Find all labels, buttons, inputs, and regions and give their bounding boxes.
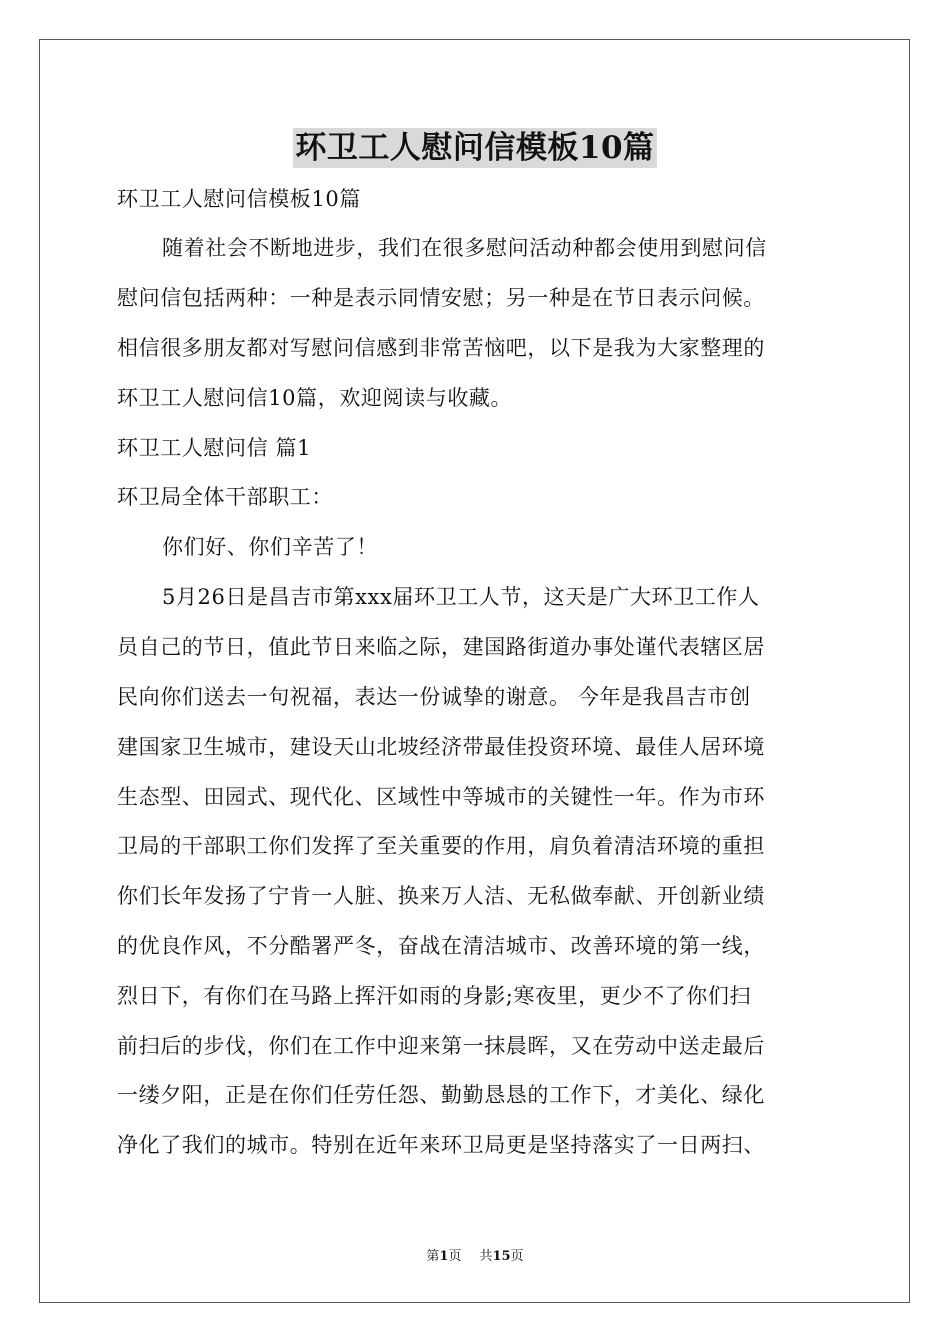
paragraph-line: 建国家卫生城市，建设天山北坡经济带最佳投资环境、最佳人居环境: [117, 735, 765, 759]
paragraph-line: 员自己的节日，值此节日来临之际，建国路街道办事处谨代表辖区居: [117, 635, 765, 659]
paragraph-line: 你们长年发扬了宁肯一人脏、换来万人洁、无私做奉献、开创新业绩: [117, 884, 765, 908]
paragraph-line: 相信很多朋友都对写慰问信感到非常苦恼吧，以下是我为大家整理的: [117, 336, 765, 360]
page-unit: 页: [448, 1249, 462, 1264]
paragraph-line: 一缕夕阳，正是在你们任劳任怨、勤勤恳恳的工作下，才美化、绿化: [117, 1083, 765, 1107]
paragraph-line: 烈日下，有你们在马路上挥汗如雨的身影;寒夜里，更少不了你们扫: [117, 984, 752, 1008]
paragraph-line: 的优良作风，不分酷署严冬，奋战在清洁城市、改善环境的第一线，: [117, 934, 765, 958]
greeting-line: 你们好、你们辛苦了！: [162, 535, 378, 559]
title-container: [0, 128, 950, 168]
paragraph-line: 环卫工人慰问信10篇，欢迎阅读与收藏。: [117, 386, 513, 410]
salutation-line: 环卫局全体干部职工：: [117, 485, 333, 509]
paragraph-line: 卫局的干部职工你们发挥了至关重要的作用，肩负着清洁环境的重担: [117, 834, 765, 858]
page-border: [39, 39, 910, 1303]
page-footer: [0, 1248, 950, 1266]
page-prefix: 第: [426, 1249, 440, 1264]
current-page-number: 1: [439, 1249, 449, 1264]
paragraph-line: 净化了我们的城市。特别在近年来环卫局更是坚持落实了一日两扫、: [117, 1133, 765, 1157]
paragraph-line: 5月26日是昌吉市第xxx届环卫工人节，这天是广大环卫工作人: [162, 585, 760, 609]
section-heading: 环卫工人慰问信 篇1: [117, 436, 312, 460]
paragraph-line: 生态型、田园式、现代化、区域性中等城市的关键性一年。作为市环: [117, 785, 765, 809]
total-unit: 页: [510, 1249, 524, 1264]
subtitle-line: 环卫工人慰问信模板10篇: [117, 187, 361, 211]
total-prefix: 共: [479, 1249, 493, 1264]
paragraph-line: 前扫后的步伐，你们在工作中迎来第一抹晨晖，又在劳动中送走最后: [117, 1034, 765, 1058]
paragraph-line: 随着社会不断地进步，我们在很多慰问活动种都会使用到慰问信: [162, 236, 767, 260]
paragraph-line: 慰问信包括两种：一种是表示同情安慰；另一种是在节日表示问候。: [117, 286, 765, 310]
document-title: 环卫工人慰问信模板10篇: [295, 130, 655, 166]
total-pages-number: 15: [492, 1249, 511, 1264]
paragraph-line: 民向你们送去一句祝福，表达一份诚挚的谢意。 今年是我昌吉市创: [117, 685, 751, 709]
